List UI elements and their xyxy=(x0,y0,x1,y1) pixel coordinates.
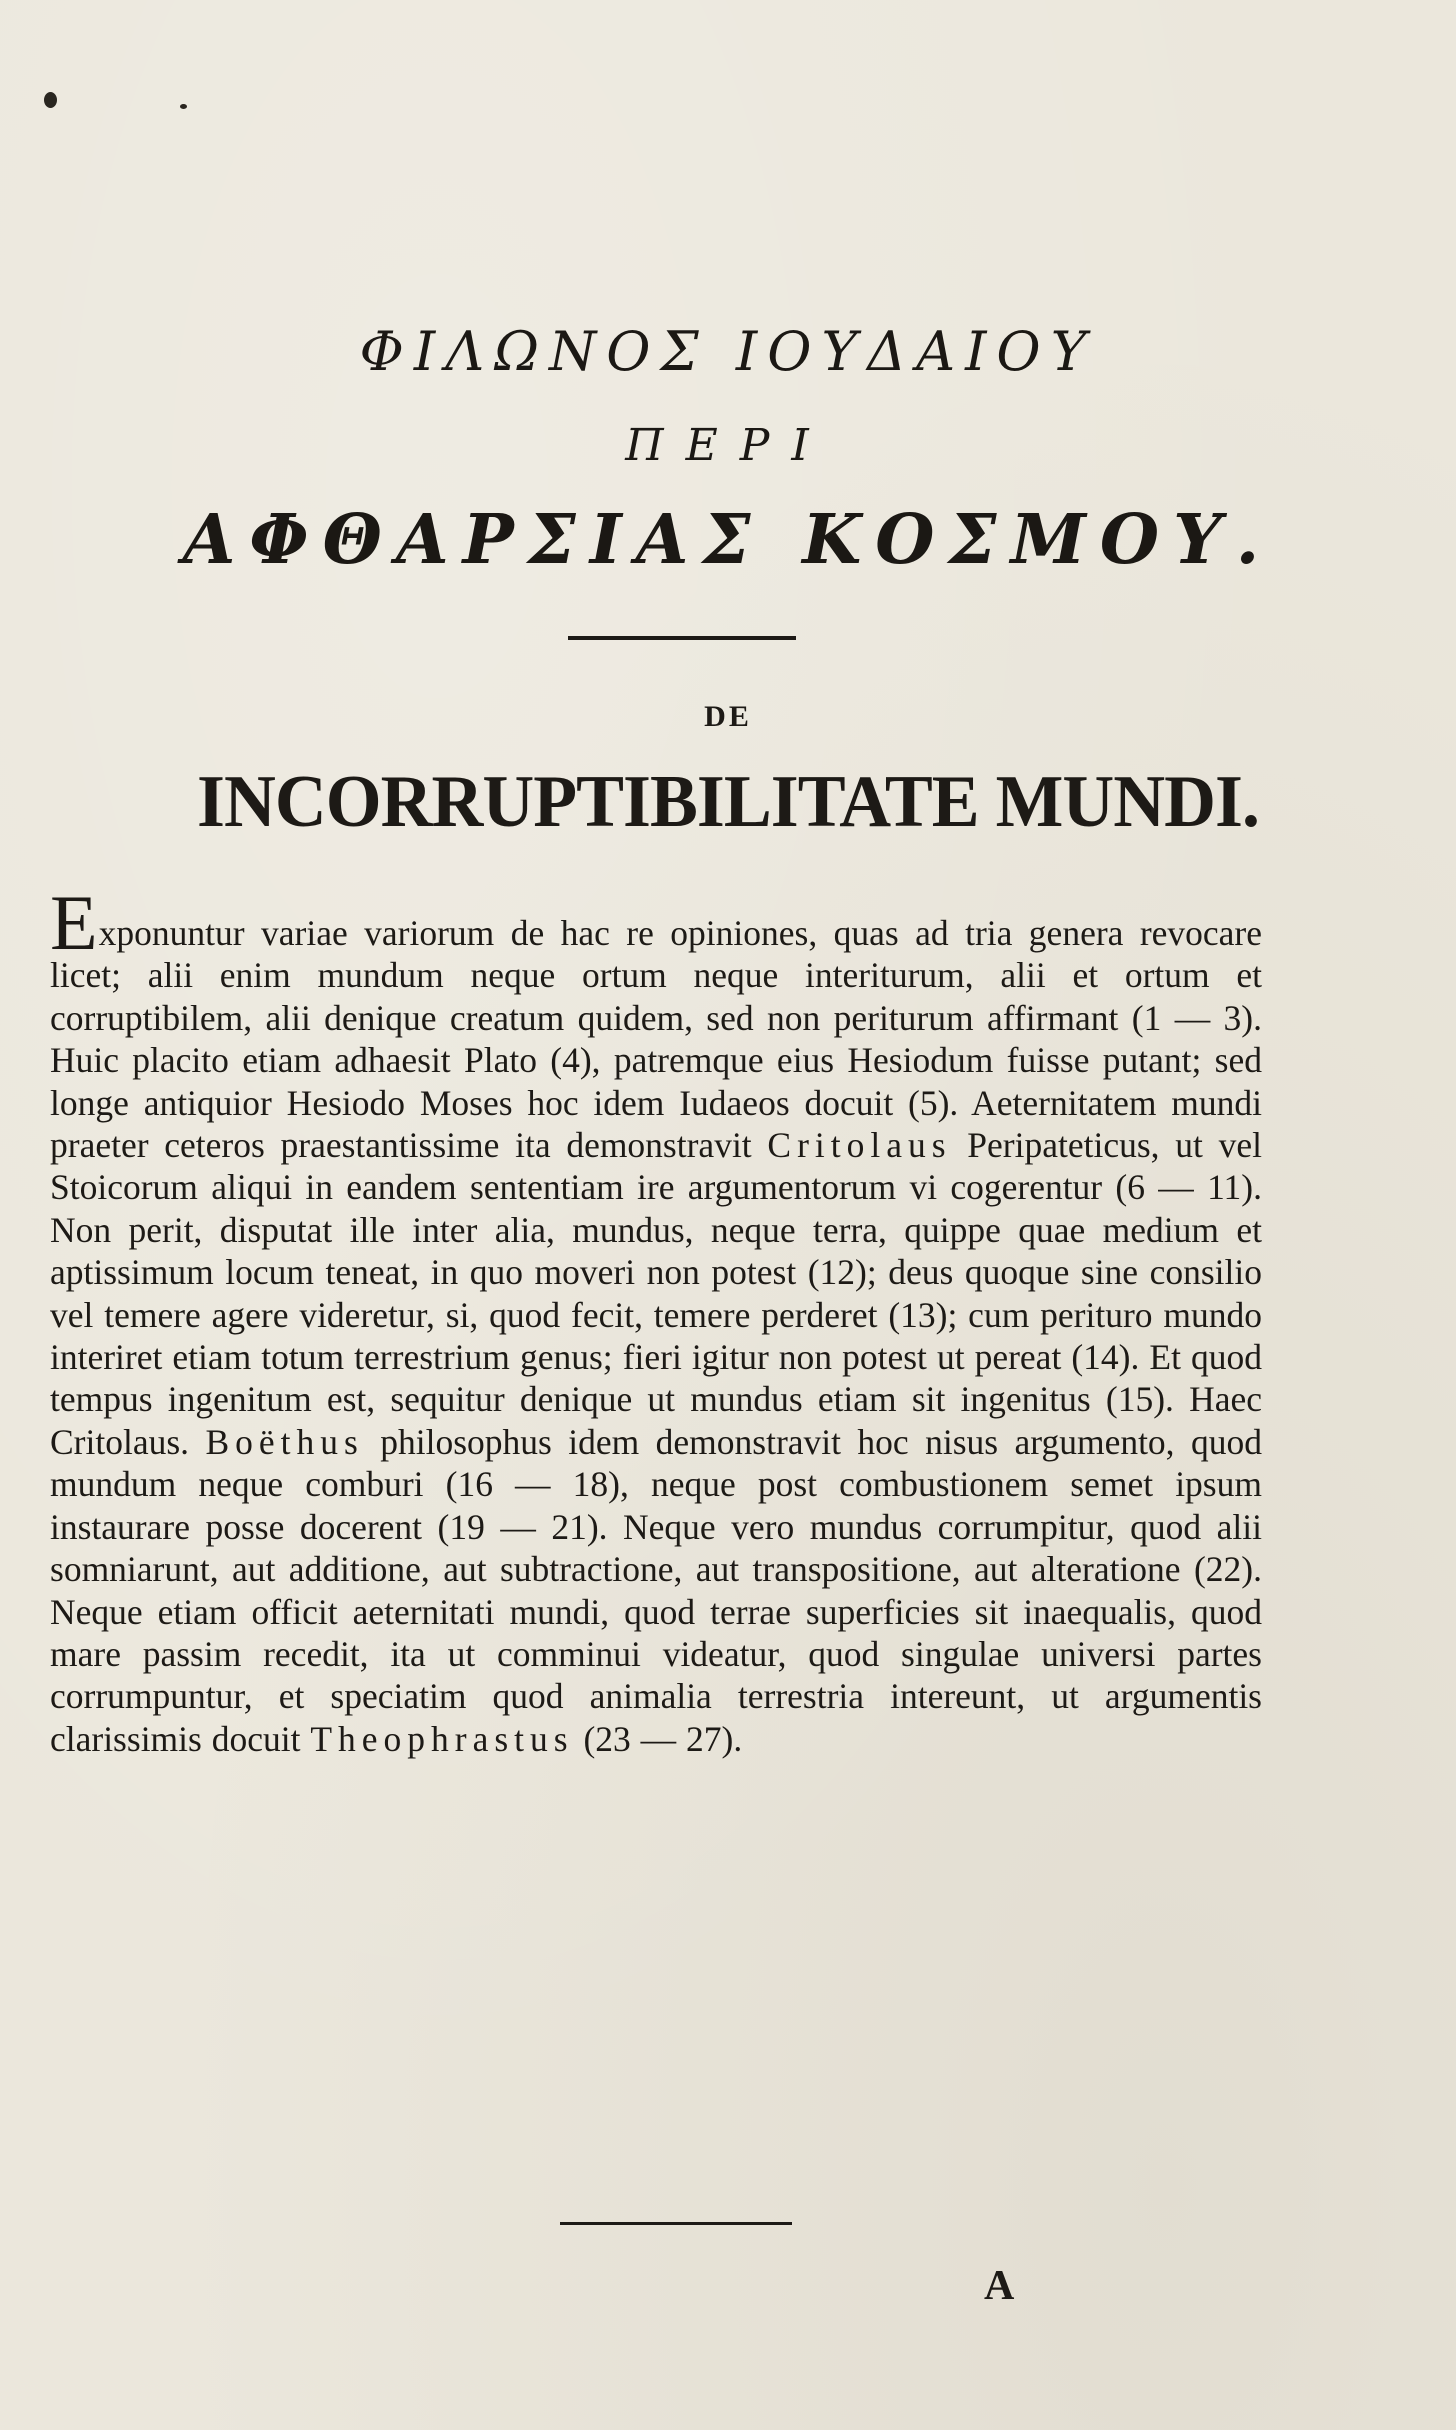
summary-paragraph xyxy=(50,879,1262,1760)
ink-speck xyxy=(180,104,187,109)
title-rule xyxy=(568,636,796,640)
greek-title-preposition: ΠΕΡΙ xyxy=(625,420,831,471)
latin-title: INCORRUPTIBILITATE MUNDI. xyxy=(197,761,1259,843)
greek-title-author: ΦΙΛΩΝΟΣ ΙΟΥΔΑΙΟΥ xyxy=(359,320,1097,383)
ink-speck xyxy=(44,92,57,108)
closing-rule xyxy=(560,2222,792,2225)
paragraph-text: xponuntur variae variorum de hac re opiniones, quas ad tria genera revocare licet; alii enim mundum neque ortum neque interiturum, alii et ortum et corruptibilem, alii denique creatum quidem, sed non periturum affirmant (1 — 3). Huic placito etiam adhaesit Plato (4), patremque eius Hesiodum fuisse putant; sed longe antiquior Hesiodo Moses hoc idem Iudaeos docuit (5). Aeternitatem mundi praeter ceteros praestantissime ita demonstravit xyxy=(50,913,1262,1166)
latin-title-preposition: DE xyxy=(704,700,752,733)
greek-title-subject: ΑΦΘΑΡΣΙΑΣ ΚΟΣΜΟΥ. xyxy=(182,500,1274,580)
signature-mark: A xyxy=(984,2263,1015,2309)
paragraph-text: (23 — 27). xyxy=(573,1718,743,1759)
spaced-name-boethus: Boëthus xyxy=(205,1421,364,1462)
paragraph-text: philosophus idem demonstravit hoc nisus argumento, quod mundum neque comburi (16 — 18), neque post combustionem semet ipsum instaurare posse docerent (19 — 21). Neque vero mundus corrumpitur, quod alii somniarunt, aut additione, aut subtractione, aut transpositione, aut alteratione (22). Neque etiam officit aeternitati mundi, quod terrae superficies sit inaequalis, quod mare passim recedit, ita ut comminui videatur, quod singulae universi partes corrumpuntur, et speciatim quod animalia terrestria intereunt, ut argumentis clarissimis docuit xyxy=(50,1421,1262,1759)
spaced-name-critolaus: Critolaus xyxy=(767,1125,952,1166)
paragraph-text: Peripateticus, ut vel Stoicorum aliqui in eandem sententiam ire argumentorum vi cogerentur (6 — 11). Non perit, disputat ille inter alia, mundus, neque terra, quippe quae medium et aptissimum locum teneat, in quo moveri non potest (12); deus quoque sine consilio vel temere agere videretur, si, quod fecit, temere perderet (13); cum periturо mundo interiret etiam totum terrestrium genus; fieri igitur non potest ut pereat (14). Et quod tempus ingenitum est, sequitur denique ut mundus etiam sit ingenitus (15). Haec Critolaus. xyxy=(50,1125,1262,1462)
initial-letter: E xyxy=(50,879,98,966)
spaced-name-theophrastus: Theophrastus xyxy=(310,1718,574,1759)
